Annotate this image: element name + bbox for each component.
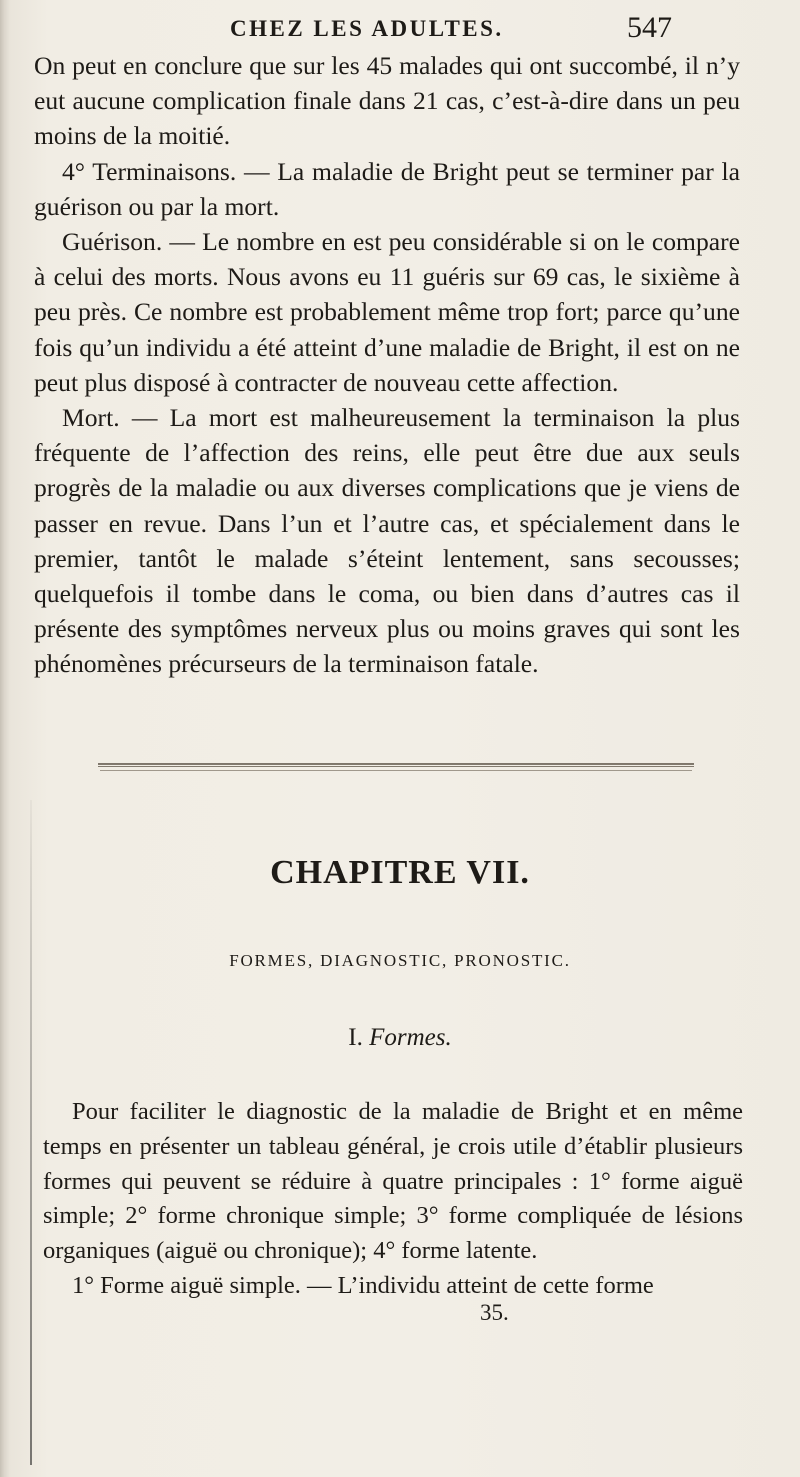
signature-mark: 35. xyxy=(480,1300,509,1325)
page-number: 547 xyxy=(627,11,672,44)
main-text-block xyxy=(34,48,740,682)
lower-text-block xyxy=(43,1095,743,1304)
paragraph-2-text: 4° Terminaisons. — La maladie de Bright peut se terminer par la guérison ou par la mort. xyxy=(34,156,740,221)
page-header xyxy=(0,10,800,46)
section-divider-rule xyxy=(98,763,694,767)
section-label: I. xyxy=(348,1024,363,1051)
page-edge-line xyxy=(30,800,32,1465)
section-title xyxy=(0,1024,800,1052)
lower-paragraph-2: 1° Forme aiguë simple. — L’individu atteint de cette forme xyxy=(72,1271,654,1299)
running-title: CHEZ LES ADULTES. xyxy=(230,16,504,41)
paragraph-3: Guérison. — Le nombre en est peu considérable si on le compare à celui des morts. Nous avons eu 11 guéris sur 69 cas, le sixième à peu près. Ce nombre est probablement même trop fort; parce qu’une fois qu’un individu a été atteint d’une maladie de Bright, il est on ne peut plus disposé à contracter de nouveau cette affection. xyxy=(34,227,740,397)
chapter-subtitle: FORMES, DIAGNOSTIC, PRONOSTIC. xyxy=(229,951,571,970)
paragraph-4: Mort. — La mort est malheureusement la terminaison la plus fréquente de l’affection des reins, elle peut être due aux seuls progrès de la maladie ou aux diverses complications que je viens de passer en revue. Dans l’un et l’autre cas, et spécialement dans le premier, tantôt le malade s’éteint lentement, sans secousses; quelquefois il tombe dans le coma, ou bien dans d’autres cas il présente des symptômes nerveux plus ou moins graves qui sont les phénomènes précurseurs de la terminaison fatale. xyxy=(34,403,740,679)
section-divider-rule-secondary xyxy=(100,770,692,771)
lower-paragraph-1: Pour faciliter le diagnostic de la maladie de Bright et en même temps en présenter un tableau général, je crois utile d’établir plusieurs formes qui peuvent se réduire à quatre principales : 1° forme aiguë simple; 2° forme chronique simple; 3° forme compliquée de lésions organiques (aiguë ou chronique); 4° forme latente. xyxy=(43,1098,743,1265)
page-gutter-shadow xyxy=(0,0,10,1477)
chapter-title: CHAPITRE VII. xyxy=(270,854,530,891)
paragraph-2 xyxy=(34,154,740,224)
paragraph-1: On peut en conclure que sur les 45 malades qui ont succombé, il n’y eut aucune complication finale dans 21 cas, c’est-à-dire dans un peu moins de la moitié. xyxy=(34,51,740,151)
section-heading: Formes. xyxy=(369,1024,452,1051)
